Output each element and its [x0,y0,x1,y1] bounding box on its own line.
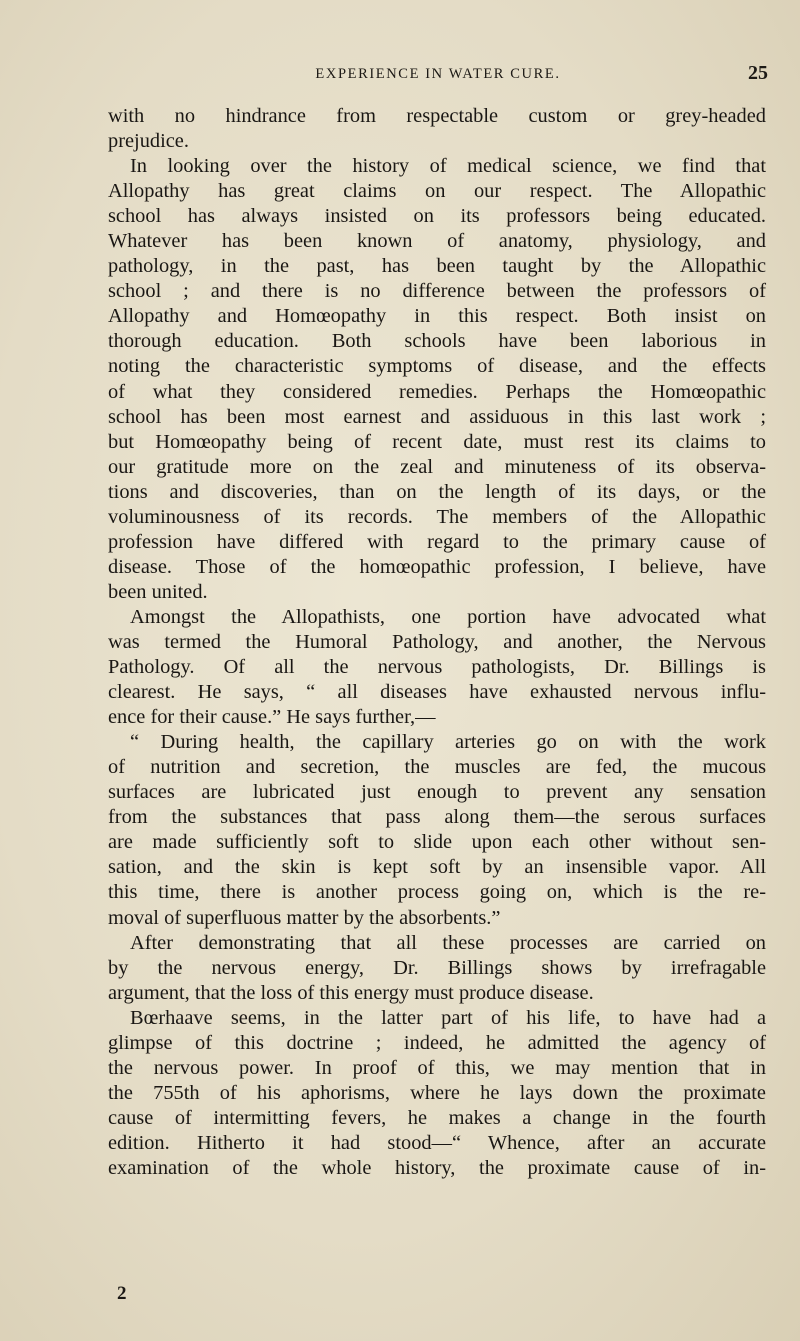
text-line: pathology, in the past, has been taught by the Allopathic [108,255,766,278]
text-line: ence for their cause.” He says further,— [108,706,436,729]
text-line: Amongst the Allopathists, one portion have advocated what [130,605,766,628]
running-head: EXPERIENCE IN WATER CURE. [315,66,561,82]
text-line: “ During health, the capillary arteries go on with the work [130,731,766,754]
text-line: sation, and the skin is kept soft by an insensible vapor. All [108,856,766,879]
signature-mark: 2 [117,1283,127,1304]
text-line: disease. Those of the homœopathic profession, I believe, have [108,555,766,578]
text-line: cause of intermitting fevers, he makes a change in the fourth [108,1106,766,1129]
text-line: the nervous power. In proof of this, we may mention that in [108,1056,766,1079]
text-line: Whatever has been known of anatomy, physiology, and [108,230,766,253]
text-line: school has always insisted on its professors being educated. [108,205,766,228]
text-line: been united. [108,580,208,603]
text-line: by the nervous energy, Dr. Billings shows by irrefragable [108,956,766,979]
text-line: but Homœopathy being of recent date, must rest its claims to [108,430,766,453]
body-text [108,104,766,1181]
text-line: of what they considered remedies. Perhaps the Homœopathic [108,380,766,403]
text-line: with no hindrance from respectable custom or grey-headed [108,105,766,127]
text-line: was termed the Humoral Pathology, and another, the Nervous [108,630,766,653]
text-line: examination of the whole history, the proximate cause of in- [108,1156,766,1179]
text-line: profession have differed with regard to the primary cause of [108,530,766,553]
page-number: 25 [748,62,768,84]
text-line: Allopathy and Homœopathy in this respect. Both insist on [108,305,766,328]
text-line: edition. Hitherto it had stood—“ Whence, after an accurate [108,1131,766,1154]
text-line: Bœrhaave seems, in the latter part of his life, to have had a [130,1006,766,1029]
text-line: the 755th of his aphorisms, where he lays down the proximate [108,1081,766,1104]
text-line: moval of superfluous matter by the absorbents.” [108,906,501,929]
text-line: school ; and there is no difference between the professors of [108,280,766,303]
text-line: glimpse of this doctrine ; indeed, he admitted the agency of [108,1031,766,1054]
text-line: our gratitude more on the zeal and minuteness of its observa- [108,455,766,478]
page-header [108,62,768,88]
text-line: clearest. He says, “ all diseases have exhausted nervous influ- [108,681,766,704]
text-line: In looking over the history of medical science, we find that [130,155,766,178]
text-line: Pathology. Of all the nervous pathologists, Dr. Billings is [108,656,766,679]
text-line: tions and discoveries, than on the length of its days, or the [108,480,766,503]
text-line: school has been most earnest and assiduous in this last work ; [108,405,766,428]
text-line: surfaces are lubricated just enough to prevent any sensation [108,781,766,804]
text-line: thorough education. Both schools have been laborious in [108,330,766,353]
text-line: this time, there is another process going on, which is the re- [108,881,766,904]
text-line: After demonstrating that all these processes are carried on [130,931,766,954]
text-line: of nutrition and secretion, the muscles are fed, the mucous [108,756,766,779]
text-line: noting the characteristic symptoms of disease, and the effects [108,355,766,378]
text-line: argument, that the loss of this energy must produce disease. [108,981,594,1004]
text-line: are made sufficiently soft to slide upon each other without sen- [108,831,766,854]
text-line: Allopathy has great claims on our respect. The Allopathic [108,180,766,203]
text-line: from the substances that pass along them—the serous surfaces [108,806,766,829]
text-line: prejudice. [108,130,189,153]
text-line: voluminousness of its records. The members of the Allopathic [108,505,766,528]
